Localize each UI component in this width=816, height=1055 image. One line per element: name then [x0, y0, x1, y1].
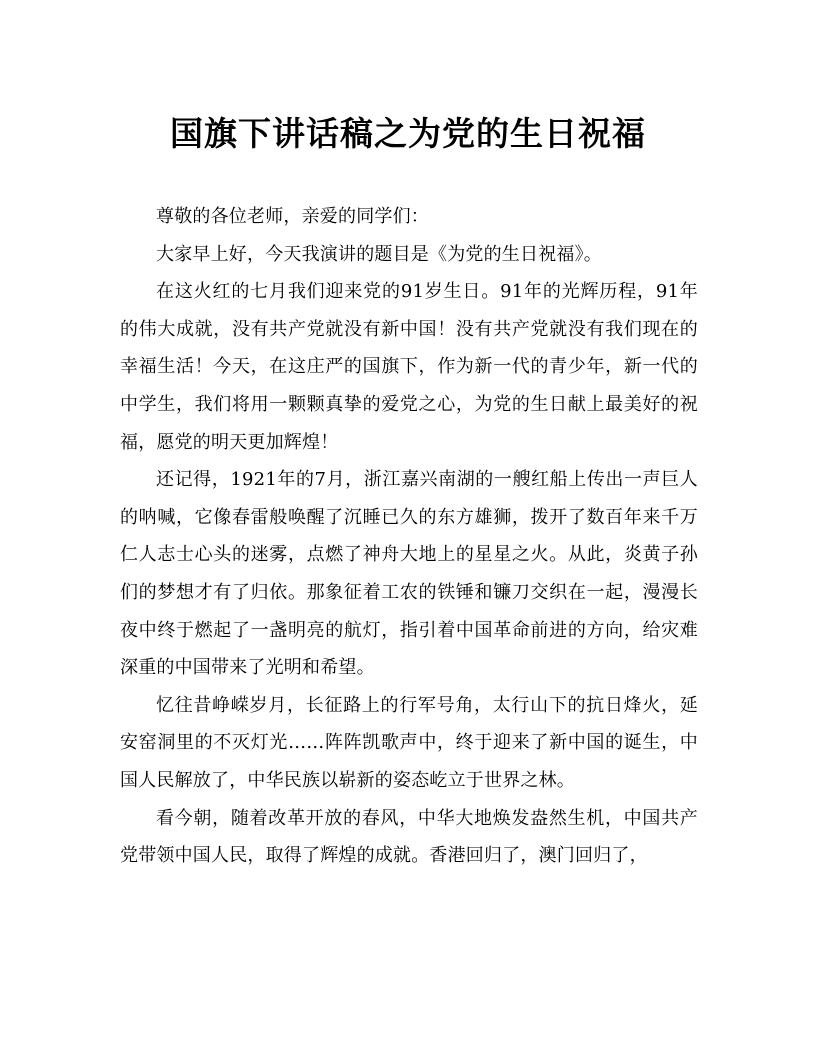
- document-body: [120, 198, 698, 875]
- paragraph-anniversary: 在这火红的七月我们迎来党的91岁生日。91年的光辉历程，91年的伟大成就，没有共产党就没有新中国！没有共产党就没有我们现在的幸福生活！今天，在这庄严的国旗下，作为新一代的青少年，新一代的中学生，我们将用一颗颗真挚的爱党之心，为党的生日献上最美好的祝福，愿党的明天更加辉煌！: [120, 281, 698, 453]
- paragraph-salutation: 尊敬的各位老师，亲爱的同学们：: [156, 206, 429, 227]
- paragraph-present: 看今朝，随着改革开放的春风，中华大地焕发盎然生机，中国共产党带领中国人民，取得了辉煌的成就。香港回归了，澳门回归了，: [120, 807, 698, 867]
- paragraph-history: 还记得，1921年的7月，浙江嘉兴南湖的一艘红船上传出一声巨人的呐喊，它像春雷般唤醒了沉睡已久的东方雄狮，拨开了数百年来千万仁人志士心头的迷雾，点燃了神舟大地上的星星之火。从此，炎黄子孙们的梦想才有了归依。那象征着工农的铁锤和镰刀交织在一起，漫漫长夜中终于燃起了一盏明亮的航灯，指引着中国革命前进的方向，给灾难深重的中国带来了光明和希望。: [120, 469, 698, 679]
- document-title: 国旗下讲话稿之为党的生日祝福: [170, 114, 646, 153]
- paragraph-past: 忆往昔峥嵘岁月，长征路上的行军号角，太行山下的抗日烽火，延安窑洞里的不灭灯光……阵阵凯歌声中，终于迎来了新中国的诞生，中国人民解放了，中华民族以崭新的姿态屹立于世界之林。: [120, 694, 698, 791]
- paragraph-greeting: 大家早上好，今天我演讲的题目是《为党的生日祝福》。: [156, 243, 602, 265]
